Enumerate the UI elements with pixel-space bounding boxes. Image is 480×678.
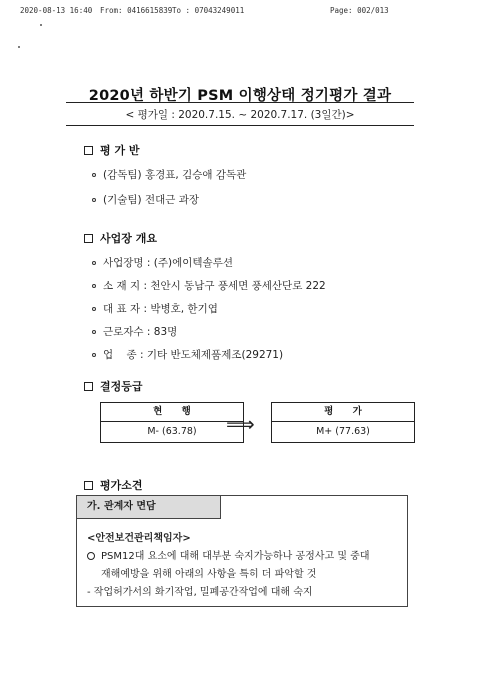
- section-heading-text: 사업장 개요: [100, 232, 157, 245]
- evaluated-grade-header: 평 가: [272, 403, 414, 422]
- document-title: 2020년 하반기 PSM 이행상태 정기평가 결과: [88, 88, 392, 104]
- section-heading-workplace: [84, 230, 157, 246]
- fax-datetime: 2020-08-13 16:40: [20, 6, 93, 15]
- section-heading-text: 평가소견: [100, 479, 143, 492]
- fax-page: Page: 002/013: [330, 6, 389, 15]
- title-rule-bottom: [66, 125, 414, 126]
- evaluated-grade-box: [271, 402, 415, 443]
- findings-line-text: - 작업허가서의 화기작업, 밀폐공간작업에 대해 숙지: [87, 587, 313, 598]
- square-bullet-icon: [84, 382, 93, 391]
- team-item: [92, 167, 246, 182]
- document-subtitle: < 평가일 : 2020.7.15. ~ 2020.7.17. (3일간)>: [125, 109, 355, 121]
- findings-tab-label: 가. 관계자 면담: [77, 496, 221, 519]
- team-item: [92, 192, 199, 207]
- section-heading-text: 결정등급: [100, 380, 143, 393]
- workplace-label: 소 재 지: [103, 280, 141, 292]
- team-item-text: (기술팀) 전대근 과장: [103, 194, 200, 206]
- fax-header: [20, 6, 460, 16]
- scan-speck: [40, 24, 42, 26]
- workplace-value: (주)에이텍솔루션: [153, 257, 233, 269]
- circle-bullet-icon: [92, 284, 96, 288]
- workplace-label: 근로자수: [103, 326, 144, 338]
- workplace-item-ceo: 대 표 자 : 박병호, 한기엽: [92, 301, 218, 316]
- circle-bullet-icon: [92, 261, 96, 265]
- findings-role: <안전보건관리책임자>: [87, 533, 191, 544]
- workplace-value: 천안시 동남구 풍세면 풍세산단로 222: [150, 280, 326, 292]
- circle-bullet-icon: [92, 198, 96, 202]
- team-item-text: (감독팀) 홍경표, 김승애 감독관: [103, 169, 247, 181]
- findings-line-text: PSM12대 요소에 대해 대부분 숙지가능하나 공정사고 및 중대: [101, 551, 370, 562]
- section-heading-findings: [84, 477, 143, 493]
- workplace-value: 박병호, 한기엽: [150, 303, 218, 315]
- square-bullet-icon: [84, 146, 93, 155]
- findings-panel: [76, 495, 408, 607]
- circle-bullet-icon: [92, 307, 96, 311]
- workplace-item-address: 소 재 지 : 천안시 동남구 풍세면 풍세산단로 222: [92, 278, 326, 293]
- evaluated-grade-value: M+ (77.63): [316, 426, 370, 437]
- circle-bullet-icon: [92, 330, 96, 334]
- fax-from: From: 0416615839: [100, 6, 173, 15]
- circle-bullet-icon: [87, 552, 95, 560]
- section-heading-team: [84, 142, 140, 158]
- current-grade-value: M- (63.78): [147, 426, 197, 437]
- findings-line-text: 재해예방을 위해 아래의 사항을 특히 더 파악할 것: [101, 569, 317, 580]
- workplace-item-name: 사업장명 : (주)에이텍솔루션: [92, 255, 233, 270]
- square-bullet-icon: [84, 234, 93, 243]
- circle-bullet-icon: [92, 173, 96, 177]
- workplace-item-industry: 업 종 : 기타 반도체제품제조(29271): [92, 347, 283, 362]
- workplace-item-employees: 근로자수 : 83명: [92, 324, 177, 339]
- workplace-value: 83명: [153, 326, 178, 338]
- section-heading-text: 평 가 반: [100, 144, 140, 157]
- square-bullet-icon: [84, 481, 93, 490]
- current-grade-box: [100, 402, 244, 443]
- section-heading-grade: [84, 378, 143, 394]
- workplace-value: 기타 반도체제품제조(29271): [146, 349, 284, 361]
- circle-bullet-icon: [92, 353, 96, 357]
- workplace-label: 업 종: [103, 349, 137, 361]
- workplace-label: 사업장명: [103, 257, 144, 269]
- fax-to: To : 07043249011: [172, 6, 245, 15]
- workplace-label: 대 표 자: [103, 303, 141, 315]
- current-grade-header: 현 행: [101, 403, 243, 422]
- scan-speck: [18, 46, 20, 48]
- right-double-arrow-icon: ⟹: [226, 412, 255, 436]
- findings-line: [87, 547, 370, 562]
